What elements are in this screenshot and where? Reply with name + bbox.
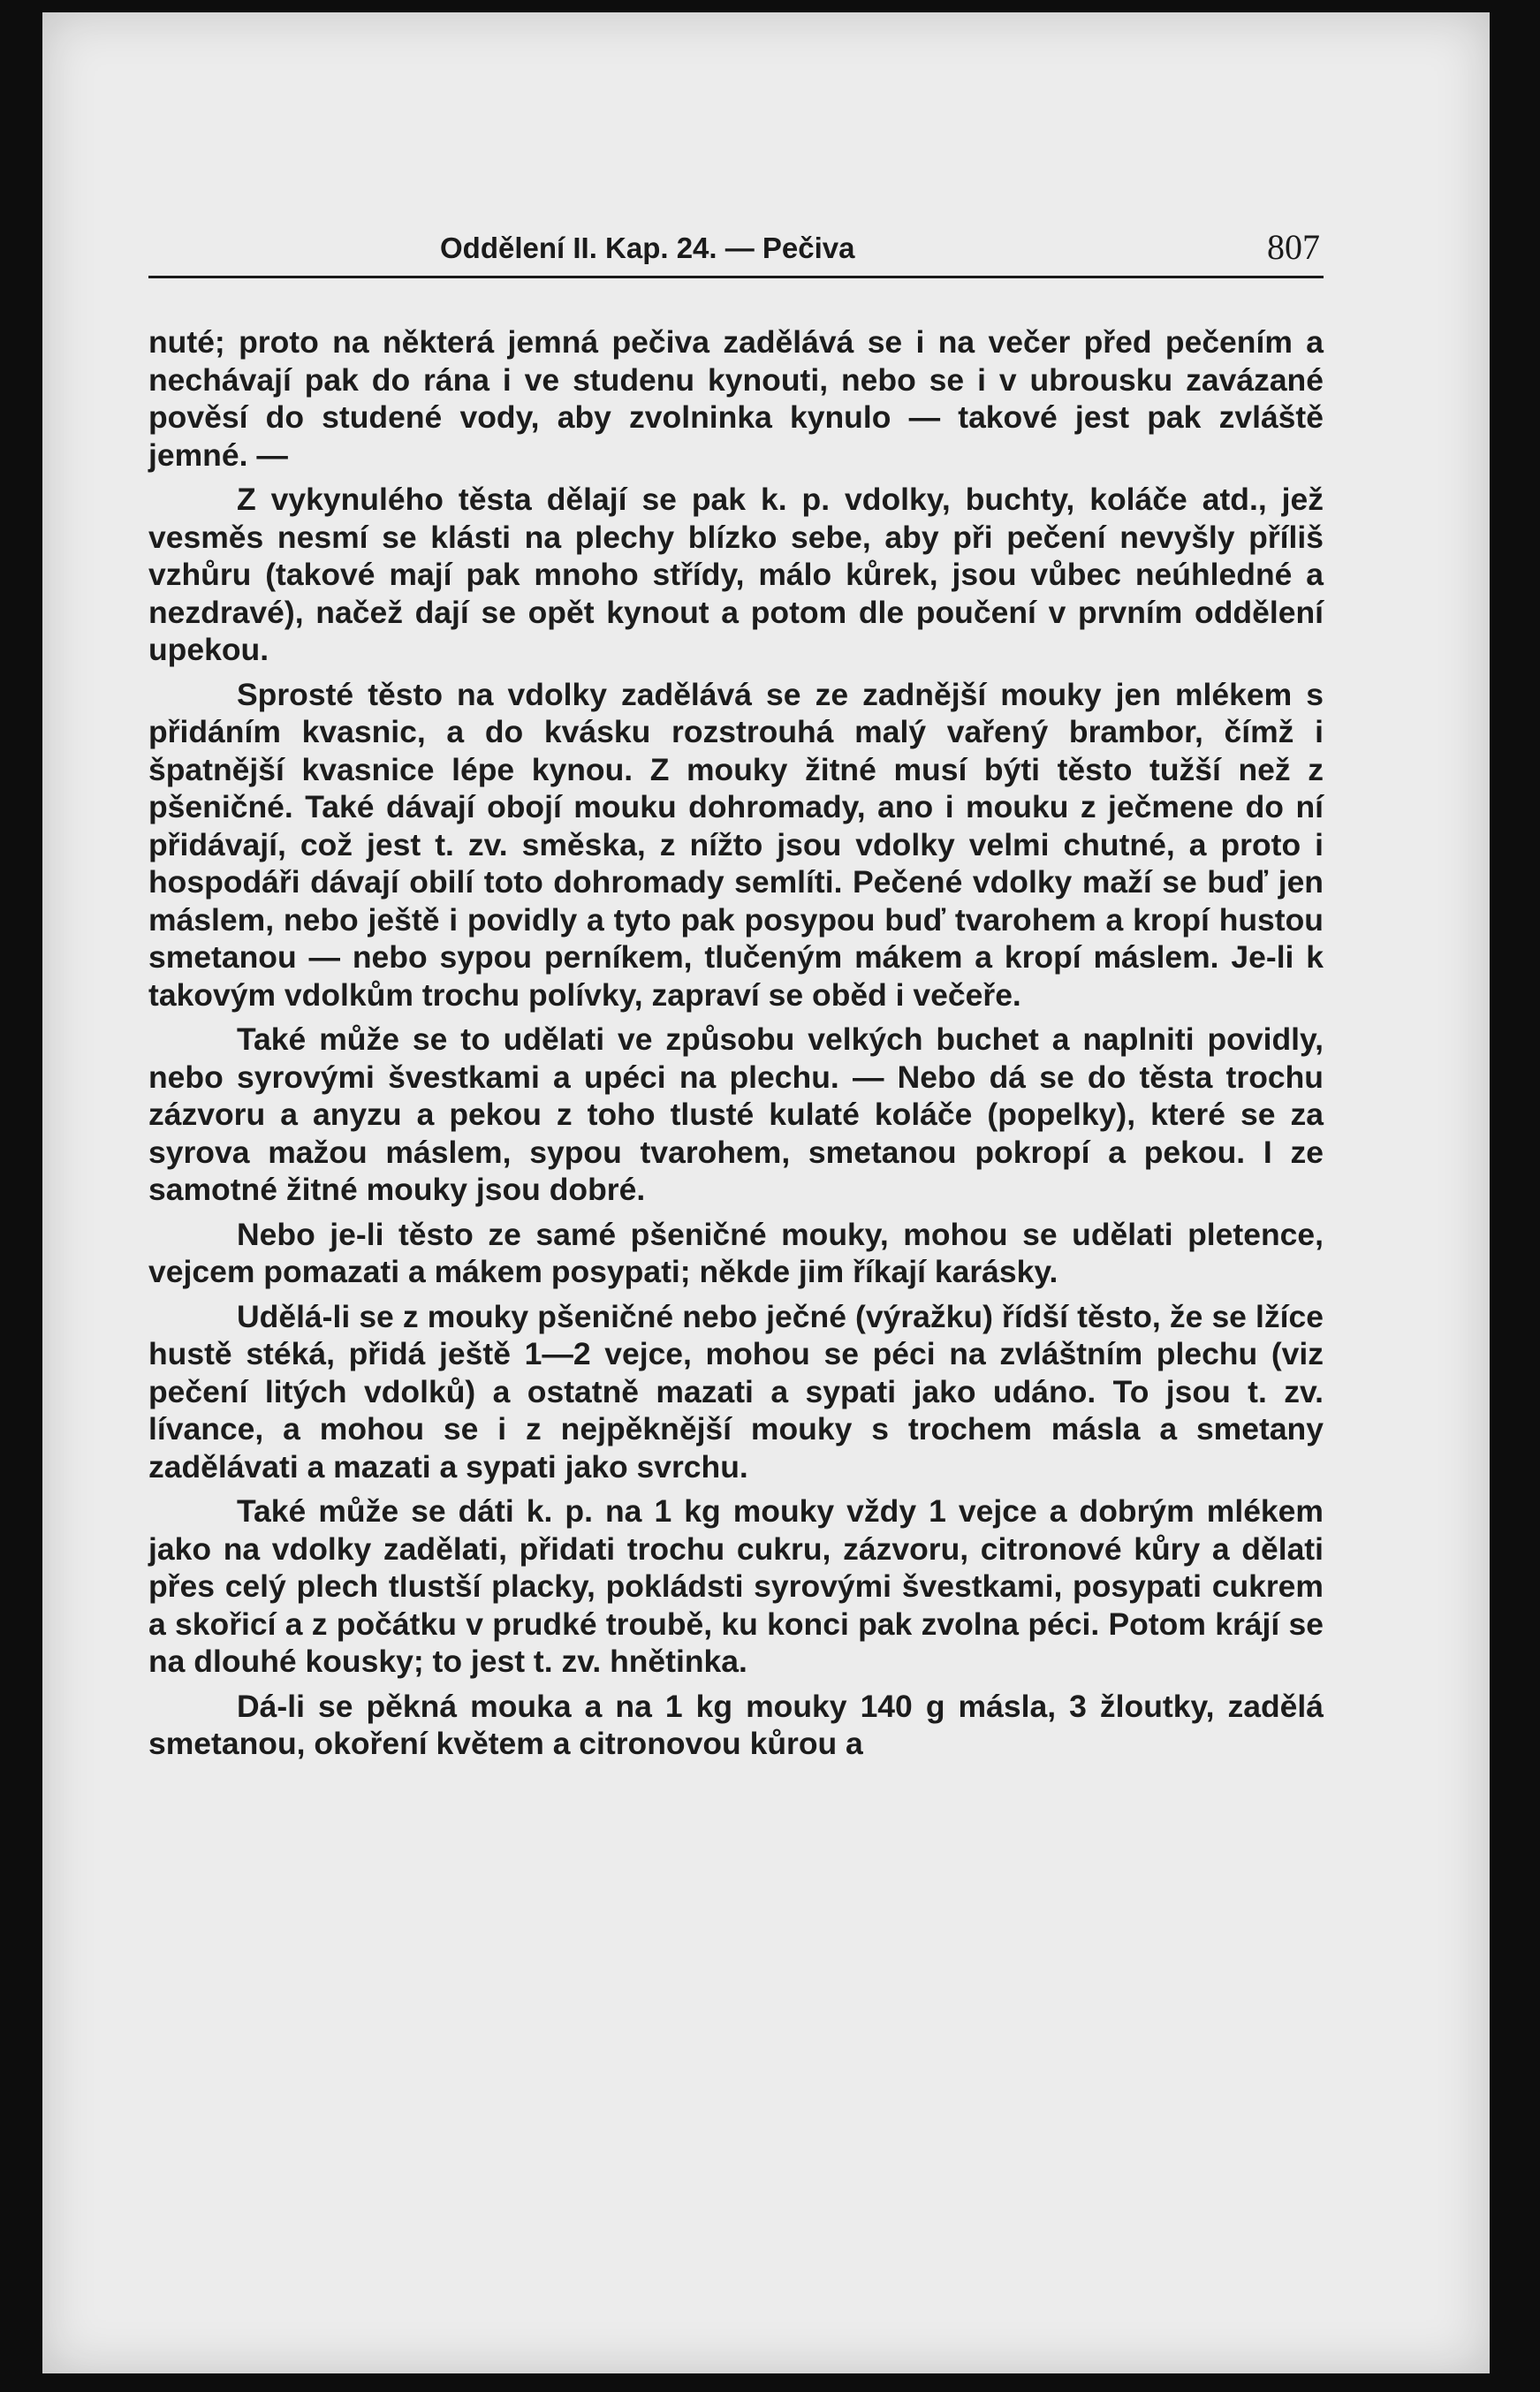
- paragraph: Také může se to udělati ve způsobu velkých buchet a naplniti povidly, nebo syrovými švestkami a upéci na plechu. — Nebo dá se do těsta trochu zázvoru a anyzu a pekou z toho tlusté kulaté koláče (popelky), které se za syrova mažou máslem, sypou tvarohem, smetanou pokropí a pekou. I ze samotné žitné mouky jsou dobré.: [148, 1021, 1324, 1207]
- page-header: [148, 226, 1324, 278]
- paragraph: Z vykynulého těsta dělají se pak k. p. vdolky, buchty, koláče atd., jež vesměs nesmí se klásti na plechy blízko sebe, aby při pečení nevyšly příliš vzhůru (takové mají pak mnoho střídy, málo kůrek, jsou vůbec neúhledné a nezdravé), načež dají se opět kynout a potom dle poučení v prvním oddělení upekou.: [148, 482, 1324, 667]
- book-page: [42, 12, 1490, 2373]
- main-text: [148, 323, 1324, 1770]
- paragraph: Také může se dáti k. p. na 1 kg mouky vždy 1 vejce a dobrým mlékem jako na vdolky zadělati, přidati trochu cukru, zázvoru, citronové kůry a dělati přes celý plech tlustší placky, pokládsti syrovými švestkami, posypati cukrem a skořicí a z počátku v prudké troubě, ku konci pak zvolna péci. Potom krájí se na dlouhé kousky; to jest t. zv. hnětinka.: [148, 1493, 1324, 1679]
- running-title: Oddělení II. Kap. 24. — Pečiva: [440, 232, 855, 264]
- paragraph: Udělá-li se z mouky pšeničné nebo ječné (výražku) řídší těsto, že se lžíce hustě stéká, přidá ještě 1—2 vejce, mohou se péci na zvláštním plechu (viz pečení litých vdolků) a ostatně mazati a sypati jako udáno. To jsou t. zv. lívance, a mohou se i z nejpěknější mouky s trochem másla a smetany zadělávati a mazati a sypati jako svrchu.: [148, 1298, 1324, 1485]
- paragraph: nuté; proto na některá jemná pečiva zadělává se i na večer před pečením a nechávají pak do rána i ve studenu kynouti, nebo se i v ubrousku zavázané pověsí do studené vody, aby zvolninka kynulo — takové jest pak zvláště jemné. —: [148, 324, 1324, 473]
- paragraph: Sprosté těsto na vdolky zadělává se ze zadnější mouky jen mlékem s přidáním kvasnic, a do kvásku rozstrouhá malý vařený brambor, čímž i špatnější kvasnice lépe kynou. Z mouky žitné musí býti těsto tužší než z pšeničné. Také dávají obojí mouku dohromady, ano i mouku z ječmene do ní přidávají, což jest t. zv. směska, z nížto jsou vdolky velmi chutné, a proto i hospodáři dávají obilí toto dohromady semlíti. Pečené vdolky maží se buď jen máslem, nebo ještě i povidly a tyto pak posypou buď tvarohem a kropí hustou smetanou — nebo sypou perníkem, tlučeným mákem a kropí máslem. Je-li k takovým vdolkům trochu polívky, zapraví se oběd i večeře.: [148, 676, 1324, 1013]
- paragraph: Dá-li se pěkná mouka a na 1 kg mouky 140 g másla, 3 žloutky, zadělá smetanou, okoření květem a citronovou kůrou a: [148, 1688, 1324, 1761]
- page-number: 807: [1267, 227, 1320, 267]
- paragraph: Nebo je-li těsto ze samé pšeničné mouky, mohou se udělati pletence, vejcem pomazati a mákem posypati; někde jim říkají karásky.: [148, 1216, 1324, 1289]
